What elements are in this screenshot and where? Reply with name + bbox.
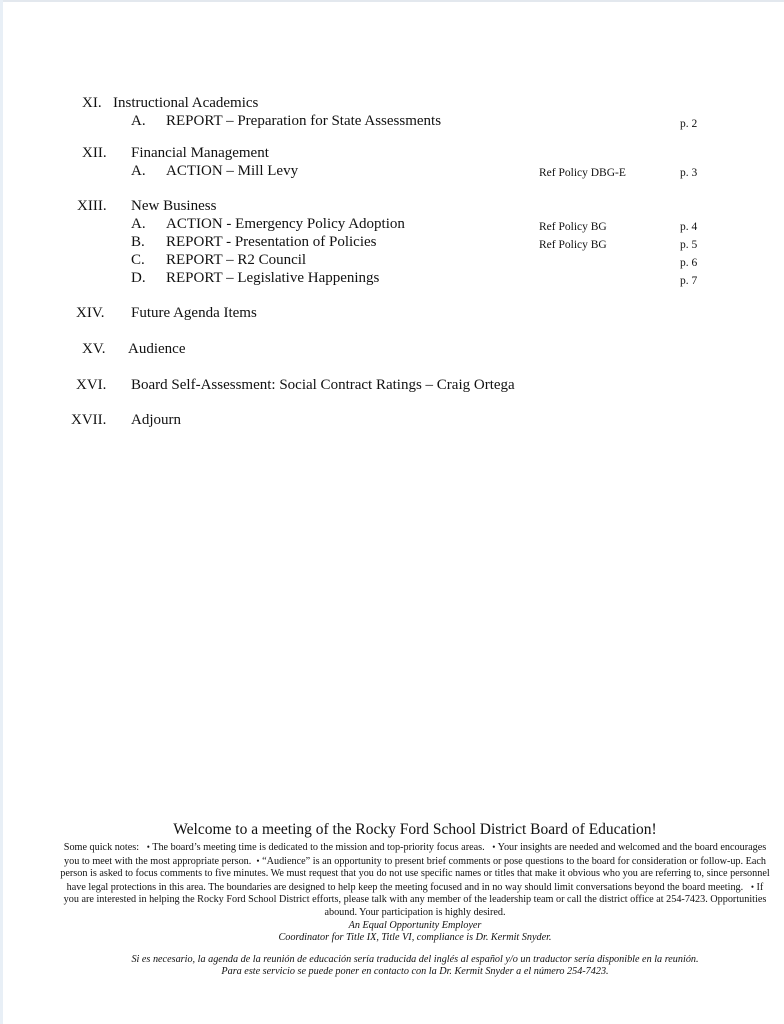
section-title: New Business bbox=[131, 198, 217, 214]
page-ref: p. 4 bbox=[680, 221, 698, 233]
page-ref: p. 3 bbox=[680, 167, 698, 179]
item-letter: A. bbox=[131, 216, 146, 232]
item-letter: A. bbox=[131, 113, 146, 129]
section-numeral: XII. bbox=[82, 145, 107, 161]
agenda-item: REPORT – Legislative Happenings bbox=[166, 270, 380, 286]
section-numeral: XV. bbox=[82, 341, 106, 357]
note-meeting-time: The board’s meeting time is dedicated to the mission and top-priority focus areas. bbox=[152, 842, 485, 853]
meeting-footer bbox=[60, 820, 770, 979]
spanish-notice bbox=[60, 954, 770, 979]
title-ix-coordinator: Coordinator for Title IX, Title VI, compliance is Dr. Kermit Snyder. bbox=[278, 932, 552, 944]
page-edge-left bbox=[0, 0, 3, 1024]
page-ref: p. 7 bbox=[680, 275, 698, 287]
bullet-icon: • bbox=[492, 842, 496, 852]
item-letter: B. bbox=[131, 234, 145, 250]
section-numeral: XI. bbox=[82, 95, 102, 111]
equal-opportunity-statement: An Equal Opportunity Employer bbox=[348, 919, 482, 931]
agenda-item: REPORT - Presentation of Policies bbox=[166, 234, 377, 250]
page-ref: p. 5 bbox=[680, 239, 698, 251]
section-numeral: XVI. bbox=[76, 377, 107, 393]
policy-ref: Ref Policy BG bbox=[539, 221, 607, 233]
section-numeral: XIV. bbox=[76, 305, 105, 321]
quick-notes bbox=[60, 841, 770, 920]
agenda-item: ACTION - Emergency Policy Adoption bbox=[166, 216, 405, 232]
bullet-icon: • bbox=[146, 842, 150, 852]
note-audience: “Audience” is an opportunity to present brief comments or pose questions to the board for consideration or follow-up. Each person is asked to focus comments to five minutes. We must request that you do not use specific names or titles that make it obvious who you are referring to, since personnel have legal protections in this area. The boundaries are designed to help keep the meeting focused and in no way should limit conversations beyond the board meeting. bbox=[60, 855, 770, 893]
section-title: Audience bbox=[128, 341, 186, 357]
agenda-item: REPORT – Preparation for State Assessments bbox=[166, 113, 442, 129]
bullet-icon: • bbox=[750, 881, 754, 892]
item-letter: D. bbox=[131, 270, 146, 286]
spanish-line-2: Para este servicio se puede poner en contacto con la Dr. Kermit Snyder a el número 254-7423. bbox=[221, 966, 609, 978]
section-numeral: XVII. bbox=[71, 412, 107, 428]
spanish-line-1: Si es necesario, la agenda de la reunión de educación sería traducida del inglés al español y/o un traductor sería disponible en la reunión. bbox=[131, 953, 699, 965]
section-numeral: XIII. bbox=[77, 198, 107, 214]
item-letter: A. bbox=[131, 163, 146, 179]
welcome-heading: Welcome to a meeting of the Rocky Ford School District Board of Education! bbox=[173, 821, 657, 838]
section-title: Board Self-Assessment: Social Contract Ratings – Craig Ortega bbox=[131, 377, 515, 393]
section-title: Instructional Academics bbox=[113, 95, 259, 111]
note-get-involved: If you are interested in helping the Rocky Ford School District efforts, please talk with any member of the leadership team or call the district office at 254-7423. Opportunities abound. Your participation is highly desired. bbox=[63, 881, 767, 918]
agenda-item: ACTION – Mill Levy bbox=[166, 163, 299, 179]
policy-ref: Ref Policy BG bbox=[539, 239, 607, 251]
page-ref: p. 2 bbox=[680, 118, 698, 130]
page-edge-top bbox=[0, 0, 784, 2]
section-title: Adjourn bbox=[131, 412, 181, 428]
bullet-icon: • bbox=[256, 855, 260, 866]
policy-ref: Ref Policy DBG-E bbox=[539, 167, 626, 179]
agenda-item: REPORT – R2 Council bbox=[166, 252, 307, 268]
section-title: Future Agenda Items bbox=[131, 305, 257, 321]
item-letter: C. bbox=[131, 252, 145, 268]
note-insights: Your insights are needed and welcomed and the board encourages you to meet with the most appropriate person. bbox=[64, 842, 767, 867]
page-ref: p. 6 bbox=[680, 257, 698, 269]
section-title: Financial Management bbox=[131, 145, 269, 161]
notes-lead: Some quick notes: bbox=[63, 842, 140, 853]
